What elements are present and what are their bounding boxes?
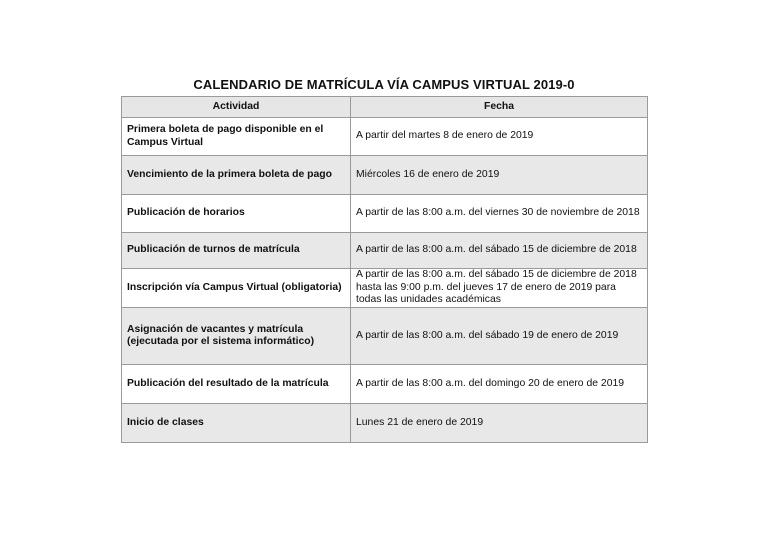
column-header-activity: Actividad [122, 97, 351, 118]
activity-cell: Vencimiento de la primera boleta de pago [122, 156, 351, 195]
activity-cell: Primera boleta de pago disponible en el Campus Virtual [122, 118, 351, 156]
table-row [122, 308, 648, 365]
table-row [122, 156, 648, 195]
activity-cell: Publicación de horarios [122, 195, 351, 233]
table-row [122, 195, 648, 233]
document-title: CALENDARIO DE MATRÍCULA VÍA CAMPUS VIRTUAL 2019-0 [193, 77, 575, 92]
date-cell: Miércoles 16 de enero de 2019 [351, 156, 648, 195]
activity-cell: Inscripción vía Campus Virtual (obligatoria) [122, 269, 351, 308]
column-header-date: Fecha [351, 97, 648, 118]
activity-cell: Asignación de vacantes y matrícula (ejecutada por el sistema informático) [122, 308, 351, 365]
activity-cell: Inicio de clases [122, 404, 351, 443]
table-header-row [122, 97, 648, 118]
enrollment-calendar-table [121, 96, 648, 443]
table-row [122, 365, 648, 404]
date-cell: A partir de las 8:00 a.m. del sábado 15 de diciembre de 2018 [351, 233, 648, 269]
date-cell: A partir de las 8:00 a.m. del sábado 15 de diciembre de 2018 hasta las 9:00 p.m. del jueves 17 de enero de 2019 para todas las unidades académicas [351, 269, 648, 308]
activity-cell: Publicación de turnos de matrícula [122, 233, 351, 269]
table-row [122, 118, 648, 156]
date-cell: A partir de las 8:00 a.m. del viernes 30 de noviembre de 2018 [351, 195, 648, 233]
date-cell: A partir de las 8:00 a.m. del sábado 19 de enero de 2019 [351, 308, 648, 365]
table-row [122, 269, 648, 308]
date-cell: A partir de las 8:00 a.m. del domingo 20 de enero de 2019 [351, 365, 648, 404]
date-cell: A partir del martes 8 de enero de 2019 [351, 118, 648, 156]
table-row [122, 233, 648, 269]
table-row [122, 404, 648, 443]
date-cell: Lunes 21 de enero de 2019 [351, 404, 648, 443]
activity-cell: Publicación del resultado de la matrícula [122, 365, 351, 404]
